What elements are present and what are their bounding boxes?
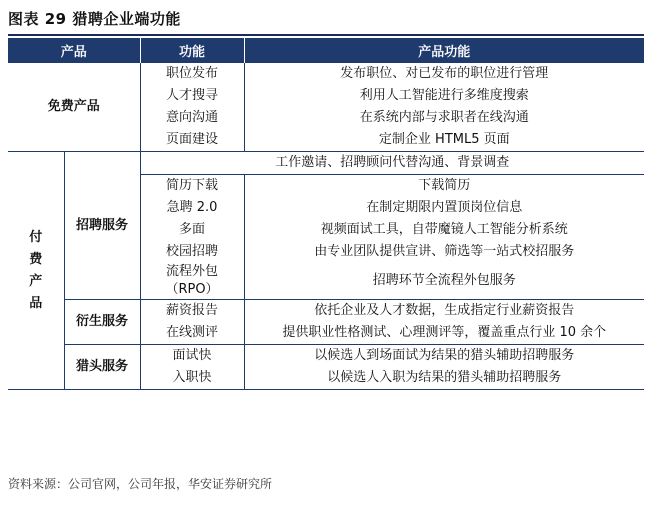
desc-cell: 以候选人入职为结果的猎头辅助招聘服务 <box>244 367 644 390</box>
feature-cell: 急聘 2.0 <box>140 197 244 219</box>
desc-cell: 由专业团队提供宣讲、筛选等一站式校招服务 <box>244 241 644 263</box>
desc-cell: 提供职业性格测试、心理测评等，覆盖重点行业 10 余个 <box>244 322 644 345</box>
desc-cell: 定制企业 HTML5 页面 <box>244 129 644 152</box>
desc-cell: 下载简历 <box>244 175 644 198</box>
desc-cell: 招聘环节全流程外包服务 <box>244 263 644 300</box>
header-function: 功能 <box>140 38 244 63</box>
feature-cell: 在线测评 <box>140 322 244 345</box>
feature-cell: 入职快 <box>140 367 244 390</box>
table-row <box>8 152 644 175</box>
free-products-label: 免费产品 <box>8 63 140 152</box>
feature-cell: 职位发布 <box>140 63 244 85</box>
feature-line: （RPO） <box>165 282 219 297</box>
feature-cell: 薪资报告 <box>140 300 244 323</box>
paid-products-label <box>8 152 64 390</box>
feature-cell: 简历下载 <box>140 175 244 198</box>
source-note: 资料来源：公司官网，公司年报，华安证券研究所 <box>8 477 273 491</box>
feature-cell: 页面建设 <box>140 129 244 152</box>
feature-cell: 校园招聘 <box>140 241 244 263</box>
desc-cell: 发布职位、对已发布的职位进行管理 <box>244 63 644 85</box>
recruit-summary: 工作邀请、招聘顾问代替沟通、背景调查 <box>140 152 644 175</box>
feature-cell: 面试快 <box>140 345 244 368</box>
feature-line: 流程外包 <box>166 264 219 279</box>
product-table <box>8 38 644 390</box>
desc-cell: 在制定期限内置顶岗位信息 <box>244 197 644 219</box>
derived-service-label: 衍生服务 <box>64 300 140 345</box>
desc-cell: 利用人工智能进行多维度搜索 <box>244 85 644 107</box>
header-product: 产品 <box>8 38 140 63</box>
title-rule <box>8 34 644 36</box>
feature-cell <box>140 263 244 300</box>
header-product-function: 产品功能 <box>244 38 644 63</box>
desc-cell: 依托企业及人才数据，生成指定行业薪资报告 <box>244 300 644 323</box>
feature-cell: 人才搜寻 <box>140 85 244 107</box>
paid-label-char: 产 <box>29 273 43 289</box>
feature-cell: 多面 <box>140 219 244 241</box>
paid-label-char: 品 <box>29 295 43 311</box>
feature-cell: 意向沟通 <box>140 107 244 129</box>
desc-cell: 在系统内部与求职者在线沟通 <box>244 107 644 129</box>
paid-label-char: 费 <box>29 251 43 267</box>
desc-cell: 视频面试工具，自带魔镜人工智能分析系统 <box>244 219 644 241</box>
desc-cell: 以候选人到场面试为结果的猎头辅助招聘服务 <box>244 345 644 368</box>
figure-title: 图表 29 猎聘企业端功能 <box>8 10 181 28</box>
paid-label-char: 付 <box>29 229 43 245</box>
table-header-row <box>8 38 644 63</box>
recruit-service-label: 招聘服务 <box>64 152 140 300</box>
headhunt-service-label: 猎头服务 <box>64 345 140 390</box>
table-row <box>8 63 644 85</box>
